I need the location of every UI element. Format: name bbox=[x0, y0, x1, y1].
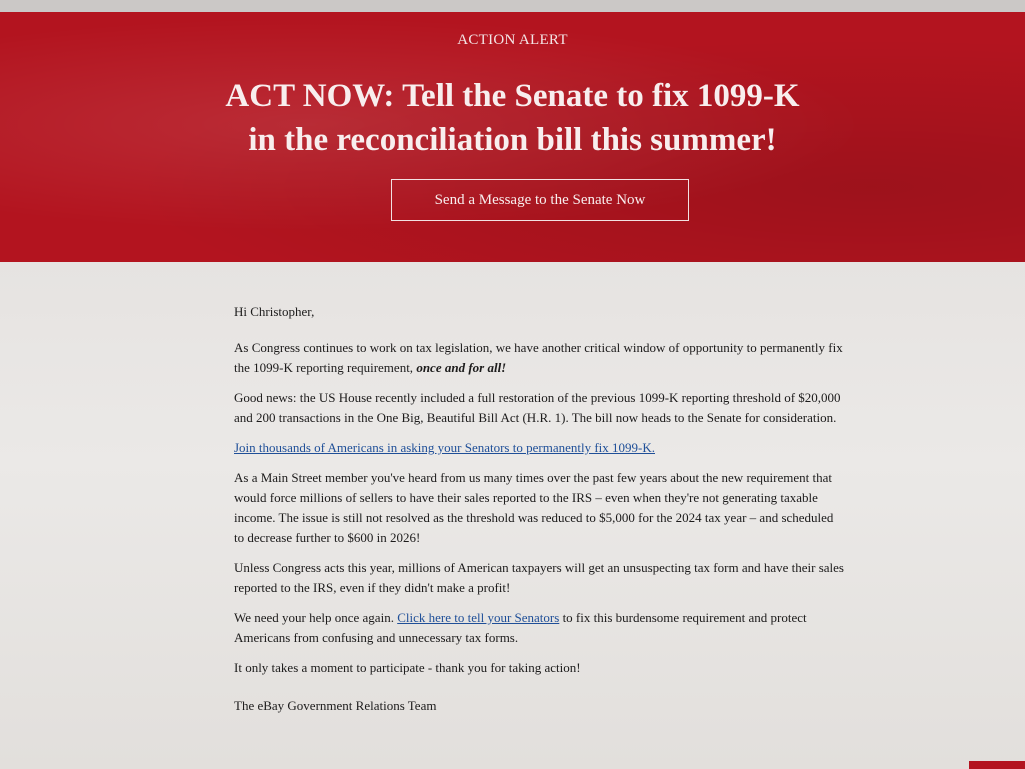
email-content bbox=[234, 302, 844, 716]
action-alert-banner bbox=[0, 12, 1025, 262]
join-senators-link[interactable]: Join thousands of Americans in asking your Senators to permanently fix 1099-K. bbox=[234, 440, 655, 455]
paragraph-thanks: It only takes a moment to participate - thank you for taking action! bbox=[234, 660, 581, 675]
red-edge bbox=[969, 761, 1025, 769]
paragraph-intro-emphasis: once and for all! bbox=[416, 360, 507, 375]
email-body bbox=[0, 262, 1025, 769]
tell-senators-link[interactable]: Click here to tell your Senators bbox=[397, 610, 560, 625]
eyebrow-label: ACTION ALERT bbox=[457, 32, 568, 48]
headline bbox=[0, 74, 1025, 162]
paragraph-main-street: As a Main Street member you've heard from us many times over the past few years about the new requirement that would force millions of sellers to have their sales reported to the IRS – even when they're not generating taxable income. The issue is still not resolved as the threshold was reduced to $5,000 for the 2024 tax year – and scheduled to decrease further to $600 in 2026! bbox=[234, 470, 834, 545]
window-top-edge bbox=[0, 0, 1025, 12]
paragraph-intro-text: As Congress continues to work on tax legislation, we have another critical window of opportunity to permanently fix the 1099-K reporting requirement, bbox=[234, 340, 843, 375]
paragraph-unless: Unless Congress acts this year, millions of American taxpayers will get an unsuspecting tax form and have their sales reported to the IRS, even if they didn't make a profit! bbox=[234, 560, 844, 595]
headline-line-1: ACT NOW: Tell the Senate to fix 1099-K bbox=[225, 78, 800, 114]
paragraph-good-news: Good news: the US House recently included a full restoration of the previous 1099-K reporting threshold of $20,000 and 200 transactions in the One Big, Beautiful Bill Act (H.R. 1). The bill now heads to the Senate for consideration. bbox=[234, 390, 841, 425]
paragraph-help-pre: We need your help once again. bbox=[234, 610, 398, 625]
headline-line-2: in the reconciliation bill this summer! bbox=[248, 122, 777, 158]
send-message-button[interactable]: Send a Message to the Senate Now bbox=[391, 179, 689, 221]
paragraph-intro bbox=[234, 338, 844, 378]
paragraph-help-post: to fix this burdensome requirement and protect Americans from confusing and unnecessary tax forms. bbox=[234, 610, 807, 645]
greeting: Hi Christopher, bbox=[234, 304, 315, 319]
signature: The eBay Government Relations Team bbox=[234, 698, 437, 713]
paragraph-help bbox=[234, 608, 844, 648]
paragraph-join-link bbox=[234, 438, 844, 458]
